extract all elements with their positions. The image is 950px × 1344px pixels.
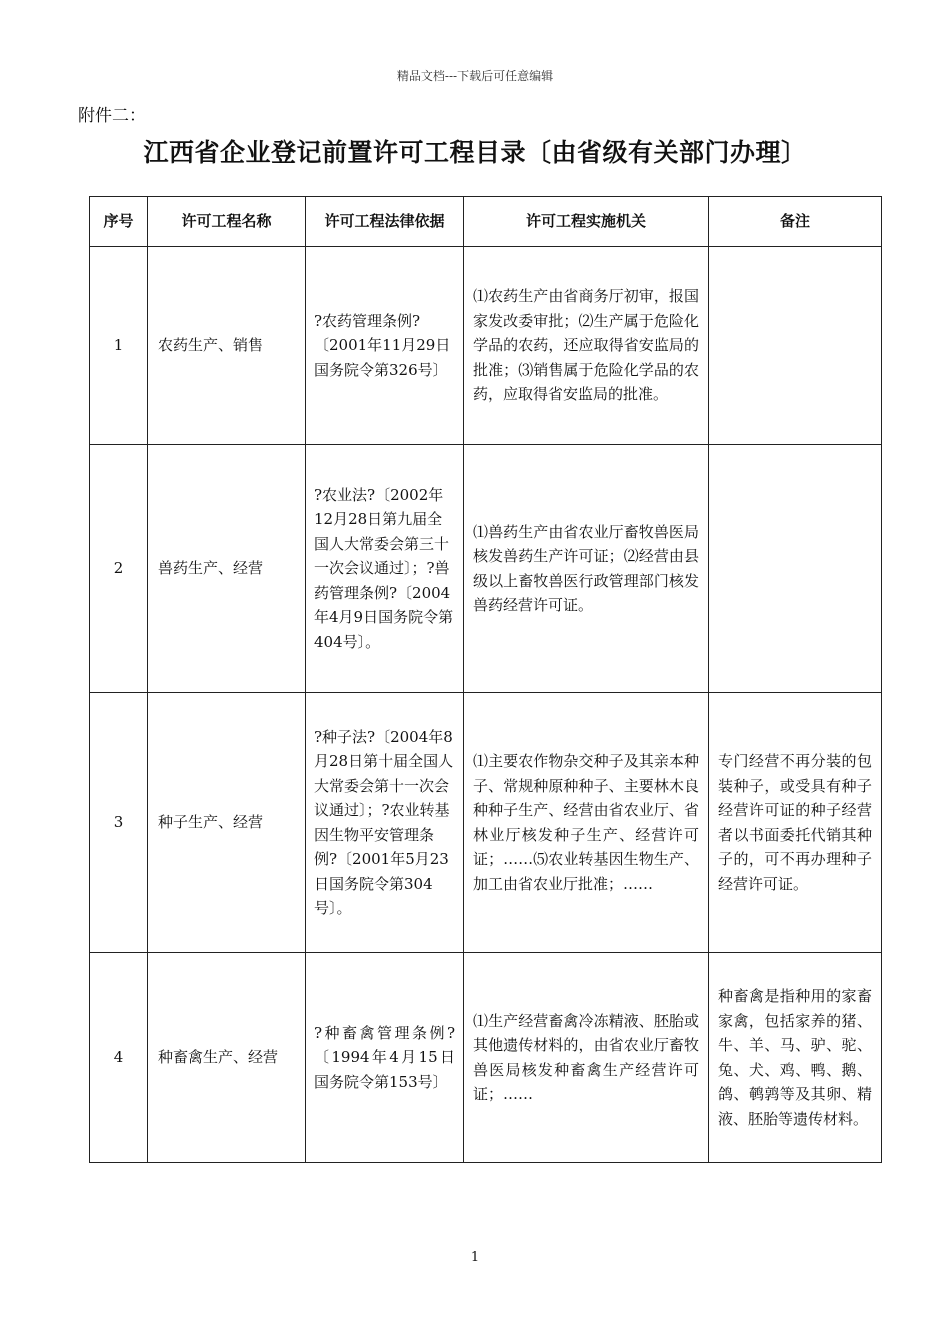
table-header-row xyxy=(90,197,882,247)
header-remarks: 备注 xyxy=(709,197,882,247)
header-authority: 许可工程实施机关 xyxy=(464,197,709,247)
cell-authority: ⑴农药生产由省商务厅初审，报国家发改委审批；⑵生产属于危险化学品的农药，还应取得省安监局的批准；⑶销售属于危险化学品的农药，应取得省安监局的批准。 xyxy=(464,247,709,445)
cell-remarks xyxy=(709,247,882,445)
cell-legal-basis: ?农业法?〔2002年12月28日第九届全国人大常委会第三十一次会议通过〕；?兽药管理条例?〔2004年4月9日国务院令第404号〕。 xyxy=(306,445,464,693)
cell-authority: ⑴兽药生产由省农业厅畜牧兽医局核发兽药生产许可证；⑵经营由县级以上畜牧兽医行政管理部门核发兽药经营许可证。 xyxy=(464,445,709,693)
cell-remarks: 专门经营不再分装的包装种子，或受具有种子经营许可证的种子经营者以书面委托代销其种子的，可不再办理种子经营许可证。 xyxy=(709,693,882,953)
document-title: 江西省企业登记前置许可工程目录〔由省级有关部门办理〕 xyxy=(143,138,807,167)
cell-legal-basis: ?种子法?〔2004年8月28日第十届全国人大常委会第十一次会议通过〕；?农业转基因生物平安管理条例?〔2001年5月23日国务院令第304号〕。 xyxy=(306,693,464,953)
table-row xyxy=(90,953,882,1163)
table-row xyxy=(90,693,882,953)
header-legal-basis: 许可工程法律依据 xyxy=(306,197,464,247)
header-serial: 序号 xyxy=(90,197,148,247)
header-watermark: 精品文档---下载后可任意编辑 xyxy=(396,69,554,83)
table-row xyxy=(90,445,882,693)
cell-item-name: 农药生产、销售 xyxy=(148,247,306,445)
cell-serial: 4 xyxy=(90,953,148,1163)
cell-serial: 3 xyxy=(90,693,148,953)
header-item-name: 许可工程名称 xyxy=(148,197,306,247)
cell-remarks: 种畜禽是指种用的家畜家禽，包括家养的猪、牛、羊、马、驴、驼、兔、犬、鸡、鸭、鹅、鸽、鹌鹑等及其卵、精液、胚胎等遗传材料。 xyxy=(709,953,882,1163)
cell-legal-basis: ?种畜禽管理条例?〔1994年4月15日国务院令第153号〕 xyxy=(306,953,464,1163)
cell-authority: ⑴主要农作物杂交种子及其亲本种子、常规种原种种子、主要林木良种种子生产、经营由省农业厅、省林业厅核发种子生产、经营许可证；……⑸农业转基因生物生产、加工由省农业厅批准；…… xyxy=(464,693,709,953)
cell-item-name: 兽药生产、经营 xyxy=(148,445,306,693)
cell-item-name: 种畜禽生产、经营 xyxy=(148,953,306,1163)
annex-label: 附件二： xyxy=(78,106,146,126)
page-number: 1 xyxy=(470,1250,480,1265)
cell-remarks xyxy=(709,445,882,693)
cell-item-name: 种子生产、经营 xyxy=(148,693,306,953)
permit-table xyxy=(89,196,882,1163)
cell-serial: 2 xyxy=(90,445,148,693)
cell-authority: ⑴生产经营畜禽冷冻精液、胚胎或其他遗传材料的，由省农业厅畜牧兽医局核发种畜禽生产经营许可证；…… xyxy=(464,953,709,1163)
cell-serial: 1 xyxy=(90,247,148,445)
table-row xyxy=(90,247,882,445)
cell-legal-basis: ?农药管理条例?〔2001年11月29日国务院令第326号〕 xyxy=(306,247,464,445)
